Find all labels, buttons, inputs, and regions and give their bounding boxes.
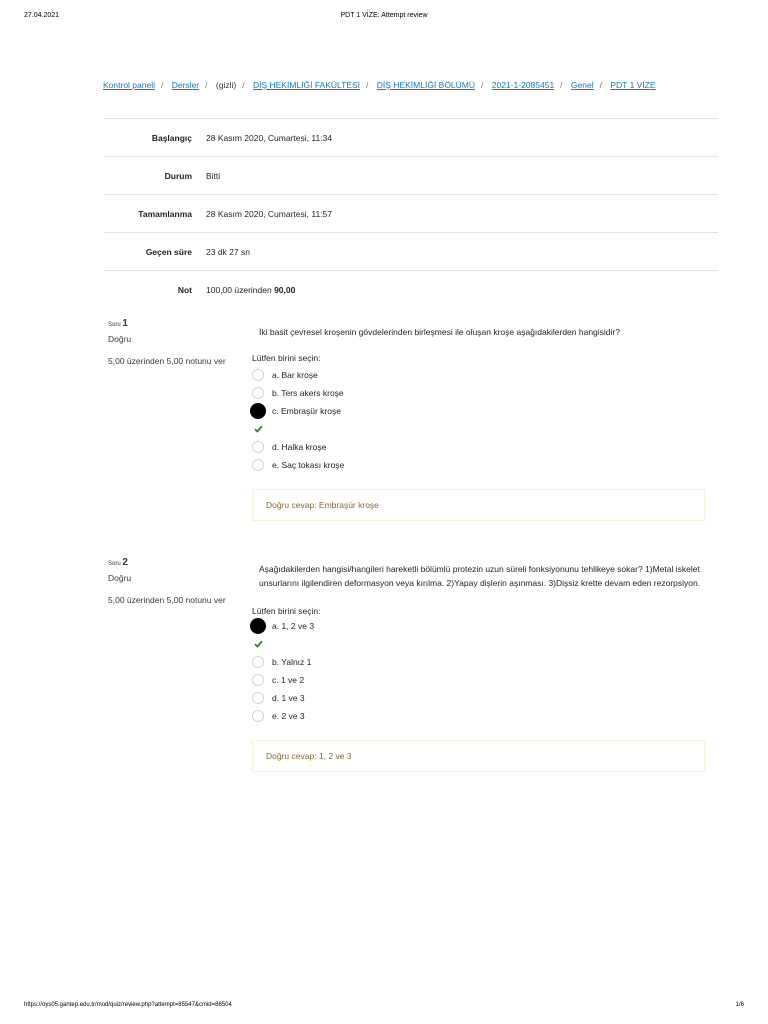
breadcrumb-courses[interactable]: Dersler — [171, 80, 200, 90]
summary-value: Bitti — [206, 170, 221, 181]
question-number-label: Soru — [108, 561, 123, 567]
summary-value: 28 Kasım 2020, Cumartesi, 11:34 — [206, 132, 332, 143]
question-content — [252, 557, 704, 772]
breadcrumb-quiz[interactable]: PDT 1 VİZE — [610, 80, 656, 90]
answer-option-selected[interactable] — [252, 402, 704, 420]
answer-option[interactable] — [252, 707, 704, 725]
question-info — [108, 318, 228, 368]
answer-option[interactable] — [252, 689, 704, 707]
option-label: e. 2 ve 3 — [272, 711, 305, 721]
breadcrumb-hidden: (gizli) — [215, 80, 237, 90]
check-icon — [252, 420, 704, 438]
question-number-value: 1 — [122, 318, 128, 329]
summary-row-elapsed — [104, 232, 718, 270]
answer-list — [252, 366, 704, 474]
option-label: b. Yalnız 1 — [272, 657, 312, 667]
summary-value: 28 Kasım 2020, Cumartesi, 11:57 — [206, 208, 332, 219]
print-page-number: 1/6 — [735, 1002, 744, 1008]
option-label: e. Saç tokası kroşe — [272, 460, 345, 470]
question-grade: 5,00 üzerinden 5,00 notunu ver — [108, 595, 226, 605]
radio-button-checked[interactable] — [250, 618, 266, 634]
breadcrumb — [103, 80, 728, 90]
breadcrumb-course[interactable]: 2021-1-2085451 — [491, 80, 555, 90]
answer-option[interactable] — [252, 653, 704, 671]
option-label: d. 1 ve 3 — [272, 693, 305, 703]
answer-option[interactable] — [252, 438, 704, 456]
question-content — [252, 318, 704, 521]
answer-option[interactable] — [252, 366, 704, 384]
answer-option[interactable] — [252, 456, 704, 474]
breadcrumb-section[interactable]: Genel — [570, 80, 594, 90]
answer-option-selected[interactable] — [252, 617, 704, 635]
answer-option[interactable] — [252, 384, 704, 402]
question-text: İki basit çevresel kroşenin gövdelerinden birleşmesi ile oluşan kroşe aşağıdakilerden hangisidir? — [259, 327, 620, 337]
radio-button[interactable] — [252, 441, 264, 453]
summary-row-start — [104, 118, 718, 156]
summary-row-grade — [104, 270, 718, 308]
option-label: a. Bar kroşe — [272, 370, 318, 380]
question-text: Aşağıdakilerden hangisi/hangileri hareketli bölümlü protezin uzun süreli fonksiyonunu tehlikeye sokar? 1)Metal iskelet unsurlarını ilgilendiren deformasyon veya kırılma. 2)Yapay dişlerin aşınması. 3)Dişsiz krette devam eden rezorpsiyon. — [259, 564, 701, 588]
breadcrumb-separator: / — [160, 80, 164, 90]
question-number — [108, 318, 228, 329]
radio-button[interactable] — [252, 459, 264, 471]
correct-answer-feedback: Doğru cevap: 1, 2 ve 3 — [252, 740, 705, 772]
breadcrumb-separator: / — [242, 80, 245, 90]
summary-value — [206, 285, 295, 295]
radio-button-checked[interactable] — [250, 403, 266, 419]
summary-value: 23 dk 27 sn — [206, 246, 250, 257]
print-url: https://oys05.gantep.edu.tr/mod/quiz/review.php?attempt=85547&cmid=86504 — [24, 1002, 232, 1008]
question-grade: 5,00 üzerinden 5,00 notunu ver — [108, 356, 226, 366]
radio-button[interactable] — [252, 674, 264, 686]
breadcrumb-dashboard[interactable]: Kontrol paneli — [103, 80, 155, 90]
summary-label: Geçen süre — [145, 246, 192, 257]
print-date: 27.04.2021 — [24, 12, 60, 19]
option-label: c. Embraşür kroşe — [272, 406, 341, 416]
print-header — [24, 12, 744, 24]
grade-prefix: 100,00 üzerinden — [206, 284, 275, 295]
breadcrumb-separator: / — [560, 80, 563, 90]
breadcrumb-department[interactable]: DİŞ HEKİMLİĞİ BÖLÜMÜ — [376, 80, 476, 90]
breadcrumb-faculty[interactable]: DİŞ HEKİMLİĞİ FAKÜLTESİ — [252, 80, 361, 90]
breadcrumb-separator: / — [481, 80, 484, 90]
breadcrumb-separator: / — [205, 80, 208, 90]
answer-prompt: Lütfen birini seçin: — [252, 353, 321, 363]
radio-button[interactable] — [252, 692, 264, 704]
question-number-label: Soru — [108, 322, 123, 328]
answer-option[interactable] — [252, 671, 704, 689]
question-info — [108, 557, 228, 607]
breadcrumb-separator: / — [366, 80, 369, 90]
question-state: Doğru — [108, 334, 132, 344]
answer-list — [252, 617, 704, 725]
breadcrumb-separator: / — [599, 80, 602, 90]
radio-button[interactable] — [252, 710, 264, 722]
print-title: PDT 1 VİZE: Attempt review — [340, 12, 428, 19]
grade-value: 90,00 — [274, 284, 296, 295]
option-label: d. Halka kroşe — [272, 442, 327, 452]
summary-row-completed — [104, 194, 718, 232]
attempt-summary — [104, 118, 718, 308]
option-label: b. Ters akers kroşe — [272, 388, 344, 398]
summary-label: Not — [177, 284, 192, 295]
summary-label: Tamamlanma — [138, 208, 192, 219]
print-footer — [24, 1002, 744, 1014]
question-number — [108, 557, 228, 568]
summary-label: Durum — [164, 170, 192, 181]
question-state: Doğru — [108, 573, 132, 583]
summary-row-state — [104, 156, 718, 194]
check-icon — [252, 635, 704, 653]
radio-button[interactable] — [252, 387, 264, 399]
summary-label: Başlangıç — [151, 132, 192, 143]
option-label: c. 1 ve 2 — [272, 675, 305, 685]
option-label: a. 1, 2 ve 3 — [272, 621, 315, 631]
question-number-value: 2 — [122, 557, 128, 568]
answer-prompt: Lütfen birini seçin: — [252, 606, 321, 616]
radio-button[interactable] — [252, 369, 264, 381]
correct-answer-feedback: Doğru cevap: Embraşür kroşe — [252, 489, 705, 521]
radio-button[interactable] — [252, 656, 264, 668]
